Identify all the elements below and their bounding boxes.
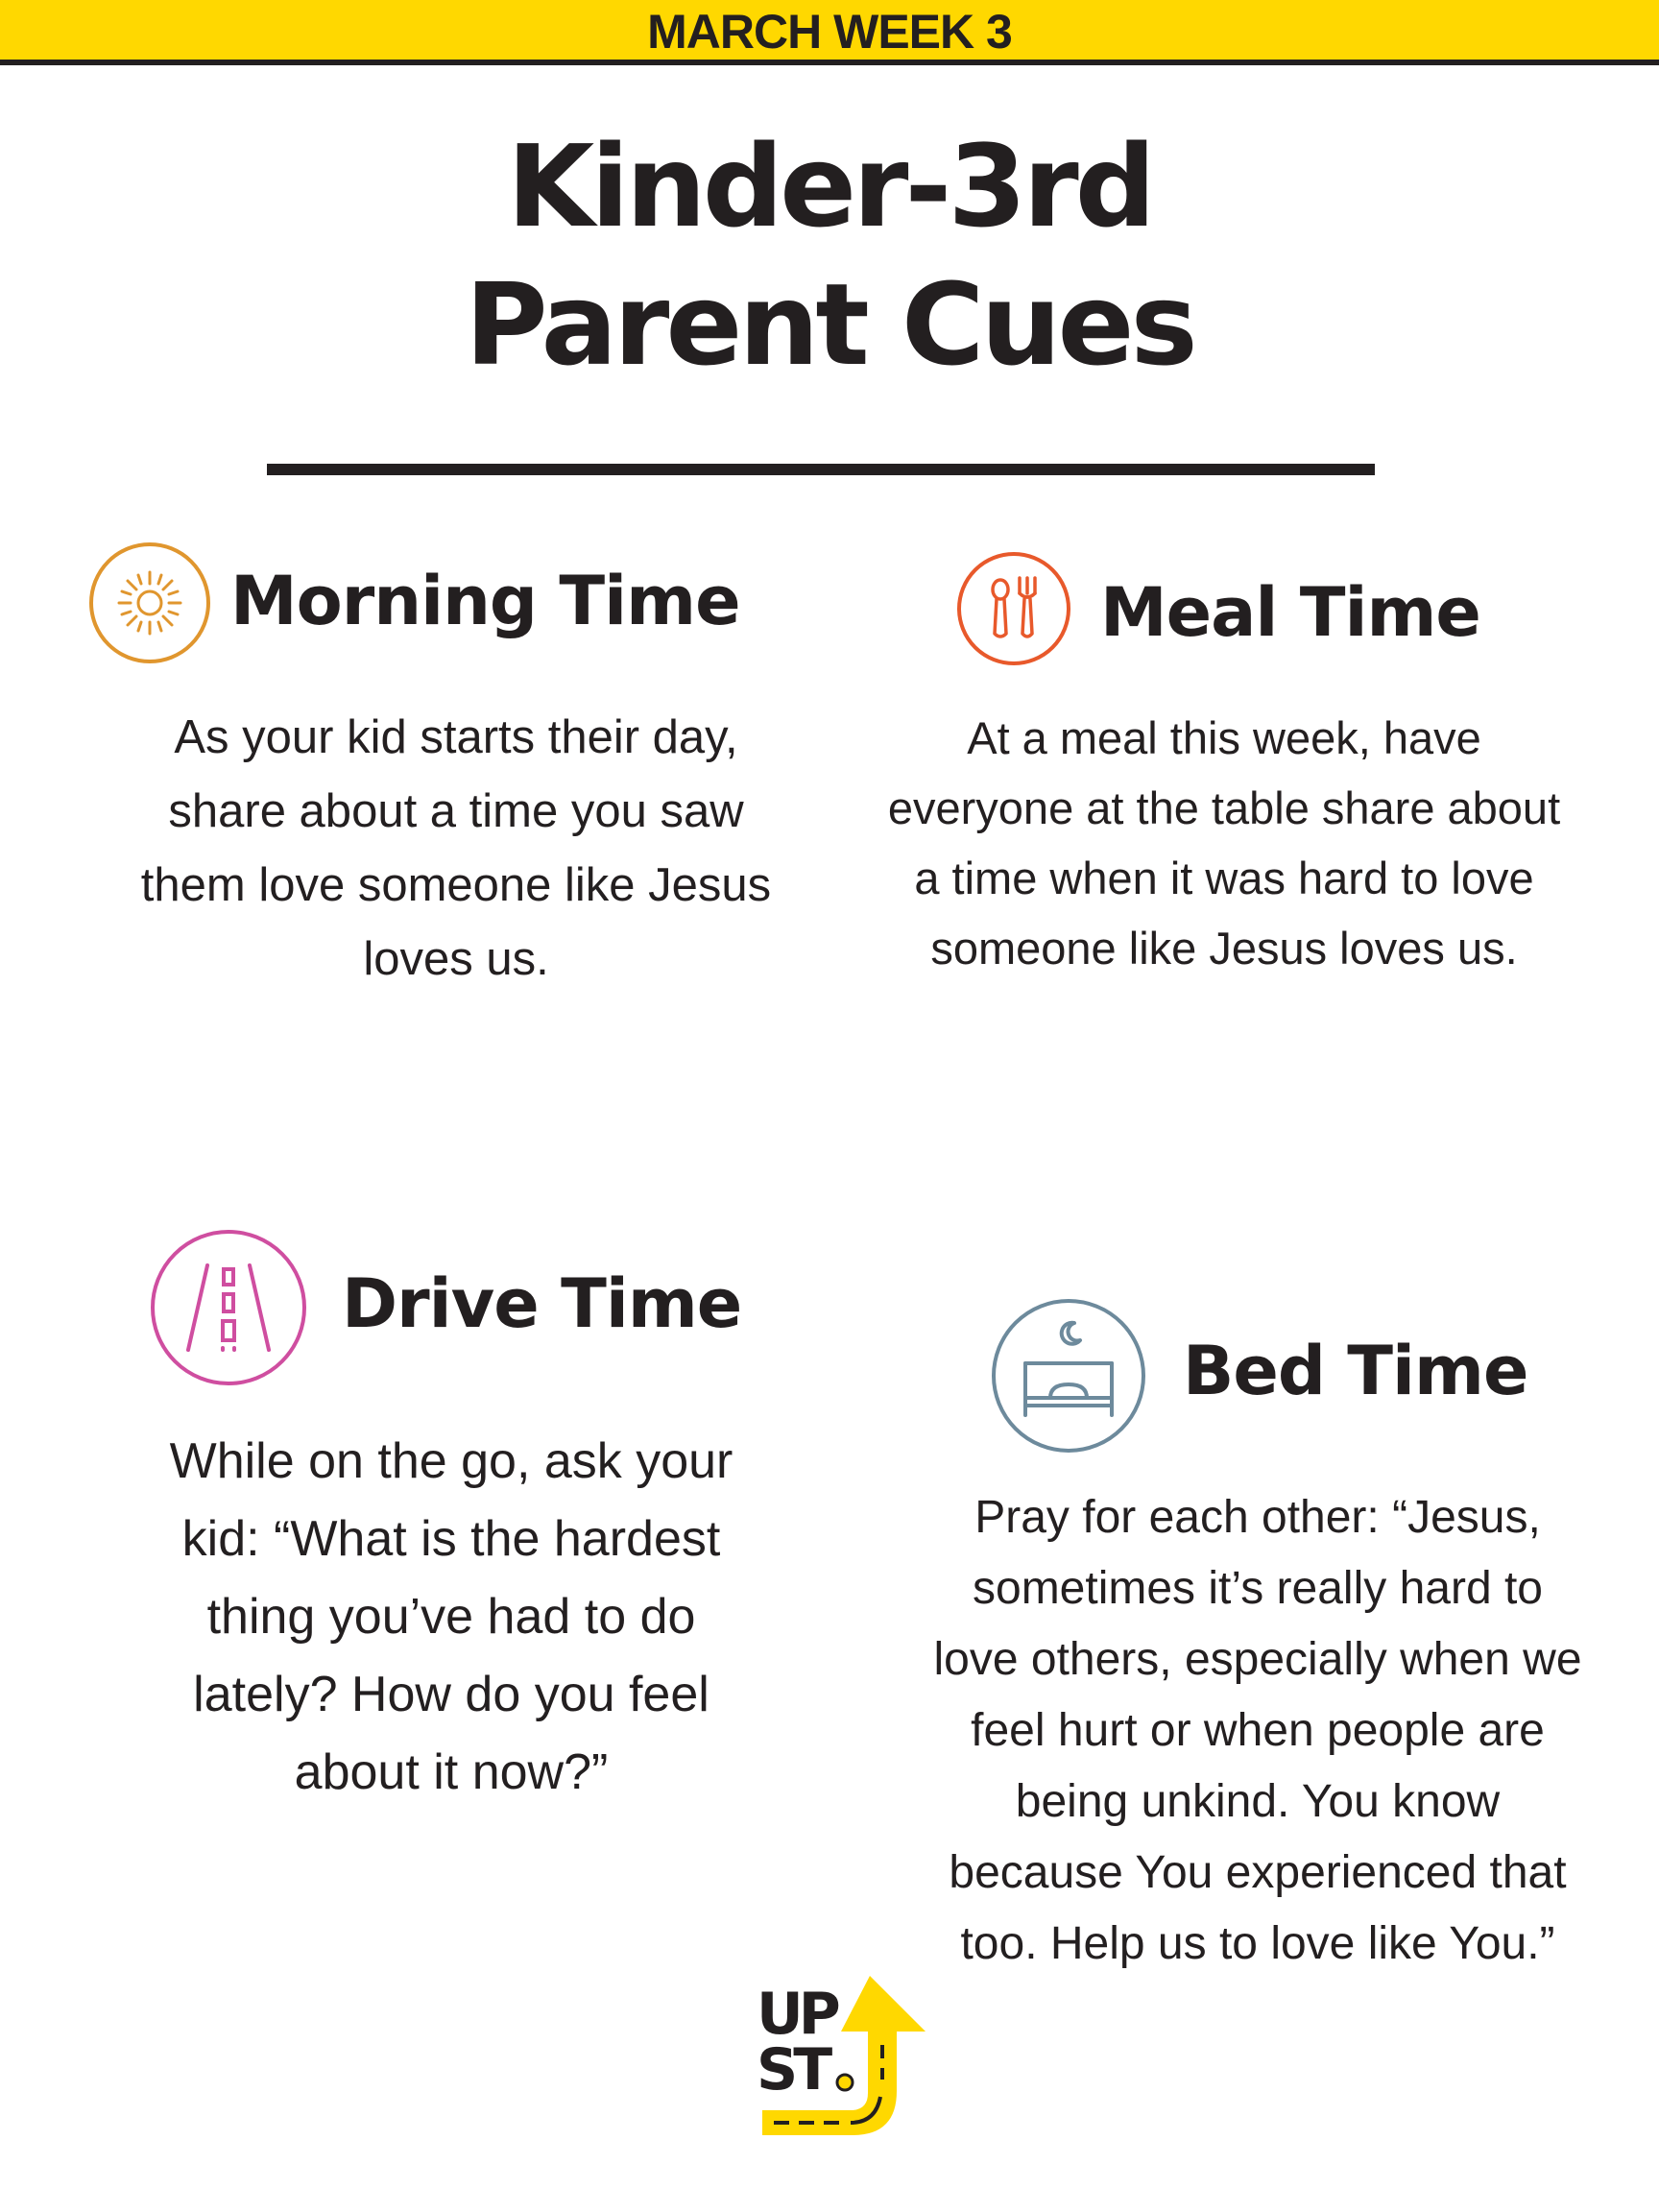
bed-line-4: feel hurt or when people are: [971, 1705, 1545, 1756]
bed-line-1: Pray for each other: “Jesus,: [974, 1492, 1541, 1543]
bed-line-7: too. Help us to love like You.”: [960, 1918, 1555, 1969]
bed-line-5: being unkind. You know: [1015, 1776, 1501, 1827]
utensils-icon: [954, 549, 1073, 668]
logo-line-1: UP: [757, 1981, 836, 2048]
morning-time-text: [77, 701, 835, 997]
bed-time-heading: Bed Time: [1183, 1332, 1528, 1410]
drive-line-3: thing you’ve had to do: [206, 1589, 696, 1645]
drive-line-4: lately? How do you feel: [193, 1667, 709, 1722]
meal-time-heading: Meal Time: [1100, 573, 1480, 652]
page-title-line-2: Parent Cues: [465, 258, 1194, 391]
bed-line-2: sometimes it’s really hard to: [973, 1563, 1543, 1614]
morning-line-3: them love someone like Jesus: [140, 859, 772, 911]
meal-line-2: everyone at the table share about: [887, 782, 1561, 833]
page-title-line-1: Kinder-3rd: [506, 120, 1153, 252]
road-icon: [148, 1227, 309, 1388]
drive-line-5: about it now?”: [294, 1744, 609, 1800]
drive-time-heading: Drive Time: [342, 1264, 742, 1343]
upstreet-logo: [755, 1976, 927, 2139]
week-banner: [0, 0, 1659, 65]
meal-line-3: a time when it was hard to love: [914, 853, 1534, 903]
bed-line-3: love others, especially when we: [933, 1634, 1582, 1685]
sun-icon: [86, 540, 213, 666]
morning-line-4: loves us.: [363, 933, 549, 985]
bed-time-text: [864, 1482, 1651, 1980]
morning-time-heading: Morning Time: [230, 562, 740, 640]
drive-line-2: kid: “What is the hardest: [181, 1511, 721, 1567]
bed-line-6: because You experienced that: [949, 1847, 1567, 1898]
logo-line-2: ST: [757, 2036, 829, 2104]
morning-line-1: As your kid starts their day,: [174, 711, 738, 763]
title-divider: [267, 464, 1375, 475]
banner-text: MARCH WEEK 3: [647, 5, 1012, 59]
bed-moon-icon: [989, 1296, 1148, 1455]
meal-line-4: someone like Jesus loves us.: [930, 923, 1518, 974]
meal-time-text: [835, 703, 1613, 983]
drive-time-text: [96, 1423, 806, 1812]
meal-line-1: At a meal this week, have: [967, 712, 1481, 763]
drive-line-1: While on the go, ask your: [169, 1433, 733, 1489]
morning-line-2: share about a time you saw: [168, 785, 744, 837]
